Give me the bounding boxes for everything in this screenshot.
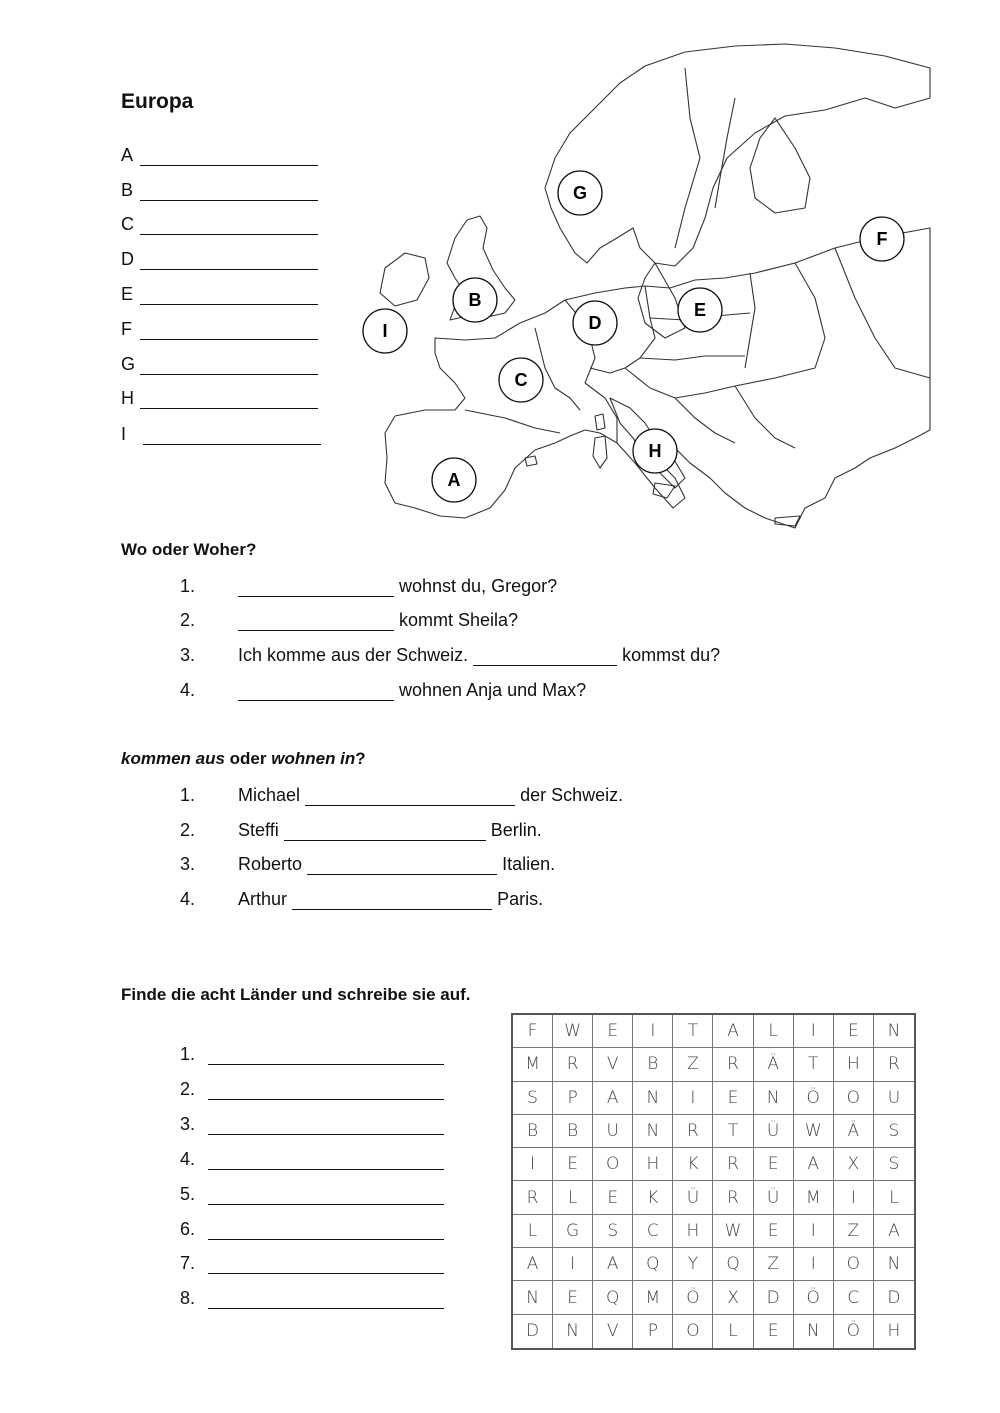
item-number: 4. [180, 889, 196, 909]
item-number: 1. [180, 1044, 196, 1064]
grid-cell[interactable]: C [834, 1281, 874, 1314]
europe-map [355, 38, 935, 530]
grid-cell[interactable]: E [593, 1181, 633, 1214]
grid-cell[interactable]: N [794, 1315, 834, 1348]
map-marker-f [860, 217, 904, 261]
grid-cell[interactable]: O [593, 1148, 633, 1181]
answer-blank[interactable] [238, 682, 394, 701]
map-label-row-d [121, 249, 318, 270]
grid-cell[interactable]: W [713, 1215, 753, 1248]
answer-blank[interactable] [473, 647, 617, 666]
grid-cell[interactable]: K [673, 1148, 713, 1181]
item-text [238, 854, 555, 875]
grid-cell[interactable]: W [553, 1015, 593, 1048]
grid-cell[interactable]: G [553, 1215, 593, 1248]
section2-heading [121, 749, 366, 769]
item-text [238, 680, 586, 701]
grid-cell[interactable]: S [874, 1115, 914, 1148]
grid-cell[interactable]: S [593, 1215, 633, 1248]
grid-cell[interactable]: Ö [794, 1082, 834, 1115]
grid-cell[interactable]: A [874, 1215, 914, 1248]
item-number: 1. [180, 576, 196, 596]
item-after-text: der Schweiz. [520, 785, 624, 805]
grid-cell[interactable]: D [513, 1315, 553, 1348]
answer-blank[interactable] [208, 1046, 444, 1065]
map-marker-b [453, 278, 497, 322]
item-text [238, 610, 518, 631]
grid-cell[interactable]: Ü [673, 1181, 713, 1214]
grid-cell[interactable]: D [874, 1281, 914, 1314]
grid-cell[interactable]: E [553, 1281, 593, 1314]
map-marker-a [432, 458, 476, 502]
grid-cell[interactable]: Z [754, 1248, 794, 1281]
map-label-letter: F [121, 319, 132, 339]
country-answer-row [180, 1149, 444, 1170]
grid-cell[interactable]: U [874, 1082, 914, 1115]
answer-blank[interactable] [140, 251, 318, 270]
item-after-text: Italien. [502, 854, 556, 874]
map-marker-letter: A [447, 470, 461, 490]
grid-cell[interactable]: W [794, 1115, 834, 1148]
grid-cell[interactable]: Z [673, 1048, 713, 1081]
heading-italic-wohnen-in: wohnen in [271, 749, 356, 768]
grid-cell[interactable]: V [593, 1048, 633, 1081]
map-label-row-c [121, 214, 318, 235]
map-label-letter: C [121, 214, 134, 234]
item-after-text: kommst du? [622, 645, 721, 665]
grid-cell[interactable]: Q [593, 1281, 633, 1314]
country-answer-row [180, 1288, 444, 1309]
item-after-text: wohnen Anja und Max? [399, 680, 587, 700]
person-name: Steffi [238, 820, 279, 840]
item-number: 3. [180, 1113, 196, 1134]
grid-cell[interactable]: P [633, 1315, 673, 1348]
answer-blank[interactable] [284, 822, 486, 841]
item-after-text: wohnst du, Gregor? [399, 576, 558, 596]
page-title: Europa [121, 90, 194, 113]
answer-blank[interactable] [292, 891, 492, 910]
grid-cell[interactable]: E [593, 1015, 633, 1048]
answer-blank[interactable] [143, 426, 321, 445]
answer-blank[interactable] [208, 1186, 444, 1205]
section1-heading: Wo oder Woher? [121, 540, 257, 559]
word-search-grid [511, 1013, 916, 1350]
item-text [238, 576, 557, 597]
grid-cell[interactable]: I [794, 1248, 834, 1281]
map-label-letter: A [121, 145, 134, 165]
grid-cell[interactable]: L [553, 1181, 593, 1214]
answer-blank[interactable] [238, 578, 394, 597]
item-number: 4. [180, 680, 196, 700]
map-label-row-a [121, 145, 318, 166]
grid-cell[interactable]: X [834, 1148, 874, 1181]
grid-cell[interactable]: N [553, 1315, 593, 1348]
grid-cell[interactable]: N [633, 1115, 673, 1148]
grid-cell[interactable]: N [513, 1281, 553, 1314]
answer-blank[interactable] [208, 1221, 444, 1240]
item-text [238, 785, 623, 806]
map-label-row-f [121, 319, 318, 340]
item-text [238, 820, 542, 841]
item-number: 7. [180, 1253, 196, 1274]
grid-cell[interactable]: M [633, 1281, 673, 1314]
grid-cell[interactable]: C [633, 1215, 673, 1248]
grid-cell[interactable]: R [513, 1181, 553, 1214]
answer-blank[interactable] [140, 286, 318, 305]
grid-cell[interactable]: L [754, 1015, 794, 1048]
grid-cell[interactable]: Ü [754, 1115, 794, 1148]
heading-mid: oder [224, 749, 272, 768]
map-marker-letter: E [693, 300, 707, 320]
item-number: 2. [180, 1078, 196, 1099]
grid-cell[interactable]: A [713, 1015, 753, 1048]
grid-cell[interactable]: Y [673, 1248, 713, 1281]
heading-end: ? [355, 749, 366, 768]
grid-cell[interactable]: L [874, 1181, 914, 1214]
map-marker-letter: H [648, 441, 662, 461]
grid-cell[interactable]: K [633, 1181, 673, 1214]
answer-blank[interactable] [140, 390, 318, 409]
grid-cell[interactable]: Ä [754, 1048, 794, 1081]
grid-cell[interactable]: L [513, 1215, 553, 1248]
item-before-text: Ich komme aus der Schweiz. [238, 645, 469, 665]
grid-cell[interactable]: I [513, 1148, 553, 1181]
grid-cell[interactable]: E [754, 1148, 794, 1181]
grid-cell[interactable]: E [834, 1015, 874, 1048]
grid-cell[interactable]: H [673, 1215, 713, 1248]
grid-cell[interactable]: R [713, 1148, 753, 1181]
grid-cell[interactable]: Ö [834, 1315, 874, 1348]
ireland-outline [380, 253, 429, 306]
grid-cell[interactable]: B [513, 1115, 553, 1148]
grid-cell[interactable]: I [834, 1181, 874, 1214]
grid-cell[interactable]: A [593, 1248, 633, 1281]
grid-cell[interactable]: E [754, 1215, 794, 1248]
answer-blank[interactable] [208, 1081, 444, 1100]
grid-cell[interactable]: U [593, 1115, 633, 1148]
answer-blank[interactable] [140, 216, 318, 235]
map-marker-letter: B [468, 290, 482, 310]
section3-heading: Finde die acht Länder und schreibe sie auf. [121, 985, 471, 1004]
grid-cell[interactable]: R [713, 1181, 753, 1214]
person-name: Roberto [238, 854, 303, 874]
grid-cell[interactable]: A [794, 1148, 834, 1181]
grid-cell[interactable]: E [754, 1315, 794, 1348]
map-label-letter: I [121, 424, 127, 444]
map-label-row-h [121, 388, 318, 409]
grid-cell[interactable]: I [633, 1015, 673, 1048]
item-number: 8. [180, 1288, 196, 1309]
map-label-letter: B [121, 180, 134, 200]
item-number: 3. [180, 645, 196, 665]
grid-cell[interactable]: D [754, 1281, 794, 1314]
map-label-letter: D [121, 249, 134, 269]
item-number: 2. [180, 820, 196, 840]
map-marker-letter: D [588, 313, 602, 333]
map-marker-letter: F [876, 229, 888, 249]
grid-cell[interactable]: Q [633, 1248, 673, 1281]
map-label-letter: E [121, 284, 134, 304]
map-marker-h [633, 429, 677, 473]
item-after-text: Berlin. [490, 820, 542, 840]
grid-cell[interactable]: I [553, 1248, 593, 1281]
item-number: 1. [180, 785, 196, 805]
grid-cell[interactable]: P [553, 1082, 593, 1115]
grid-cell[interactable]: N [633, 1082, 673, 1115]
item-after-text: kommt Sheila? [399, 610, 519, 630]
item-text [238, 645, 720, 666]
grid-cell[interactable]: V [593, 1315, 633, 1348]
country-answer-row [180, 1184, 444, 1205]
map-marker-g [558, 171, 602, 215]
answer-blank[interactable] [140, 147, 318, 166]
item-number: 5. [180, 1183, 196, 1204]
item-number: 2. [180, 610, 196, 630]
map-marker-e [678, 288, 722, 332]
grid-cell[interactable]: Ä [834, 1115, 874, 1148]
grid-cell[interactable]: O [673, 1315, 713, 1348]
answer-blank[interactable] [140, 182, 318, 201]
grid-cell[interactable]: I [794, 1215, 834, 1248]
map-label-letter: H [121, 388, 134, 408]
grid-cell[interactable]: T [673, 1015, 713, 1048]
answer-blank[interactable] [307, 856, 497, 875]
item-number: 6. [180, 1218, 196, 1239]
grid-cell[interactable]: M [794, 1181, 834, 1214]
grid-cell[interactable]: L [713, 1315, 753, 1348]
map-marker-letter: G [572, 183, 588, 203]
map-marker-letter: C [514, 370, 528, 390]
grid-cell[interactable]: S [874, 1148, 914, 1181]
grid-cell[interactable]: F [513, 1015, 553, 1048]
grid-cell[interactable]: N [874, 1248, 914, 1281]
grid-cell[interactable]: N [874, 1015, 914, 1048]
map-marker-letter: I [382, 321, 388, 341]
grid-cell[interactable]: I [673, 1082, 713, 1115]
map-marker-c [499, 358, 543, 402]
grid-cell[interactable]: E [713, 1082, 753, 1115]
grid-cell[interactable]: R [713, 1048, 753, 1081]
grid-cell[interactable]: R [673, 1115, 713, 1148]
answer-blank[interactable] [208, 1116, 444, 1135]
country-answer-row [180, 1079, 444, 1100]
answer-blank[interactable] [208, 1255, 444, 1274]
map-marker-d [573, 301, 617, 345]
grid-cell[interactable]: R [553, 1048, 593, 1081]
grid-cell[interactable]: Q [713, 1248, 753, 1281]
country-answer-row [180, 1044, 444, 1065]
map-label-row-b [121, 180, 318, 201]
grid-cell[interactable]: H [887, 1321, 901, 1342]
item-after-text: Paris. [497, 889, 544, 909]
map-marker-i [363, 309, 407, 353]
country-answer-row [180, 1114, 444, 1135]
country-answer-row [180, 1253, 444, 1274]
person-name: Michael [238, 785, 301, 805]
grid-cell[interactable]: O [834, 1082, 874, 1115]
heading-italic-kommen-aus: kommen aus [121, 749, 225, 768]
grid-cell[interactable]: A [593, 1082, 633, 1115]
grid-cell[interactable]: O [834, 1248, 874, 1281]
grid-cell[interactable]: R [874, 1048, 914, 1081]
grid-cell[interactable]: B [553, 1115, 593, 1148]
grid-cell[interactable]: Ü [754, 1181, 794, 1214]
answer-blank[interactable] [140, 356, 318, 375]
answer-blank[interactable] [208, 1290, 444, 1309]
grid-cell[interactable]: H [834, 1048, 874, 1081]
grid-cell[interactable]: Ö [794, 1281, 834, 1314]
map-label-row-g [121, 354, 318, 375]
item-number: 4. [180, 1148, 196, 1169]
grid-cell[interactable]: N [754, 1082, 794, 1115]
grid-cell[interactable]: Ö [673, 1281, 713, 1314]
item-number: 3. [180, 854, 196, 874]
grid-cell[interactable]: B [633, 1048, 673, 1081]
grid-cell[interactable]: E [553, 1148, 593, 1181]
map-label-row-i [121, 424, 321, 445]
answer-blank[interactable] [208, 1151, 444, 1170]
map-label-row-e [121, 284, 318, 305]
answer-blank[interactable] [238, 612, 394, 631]
map-label-letter: G [121, 354, 136, 374]
grid-cell[interactable]: I [794, 1015, 834, 1048]
country-answer-row [180, 1219, 444, 1240]
answer-blank[interactable] [305, 787, 515, 806]
grid-cell[interactable]: H [633, 1148, 673, 1181]
grid-cell[interactable]: M [513, 1048, 553, 1081]
grid-cell[interactable]: S [513, 1082, 553, 1115]
grid-cell[interactable]: X [713, 1281, 753, 1314]
answer-blank[interactable] [140, 321, 318, 340]
grid-cell[interactable]: A [513, 1248, 553, 1281]
grid-cell[interactable]: Z [834, 1215, 874, 1248]
item-text [238, 889, 543, 910]
person-name: Arthur [238, 889, 288, 909]
grid-cell[interactable]: T [713, 1115, 753, 1148]
grid-cell[interactable]: T [794, 1048, 834, 1081]
